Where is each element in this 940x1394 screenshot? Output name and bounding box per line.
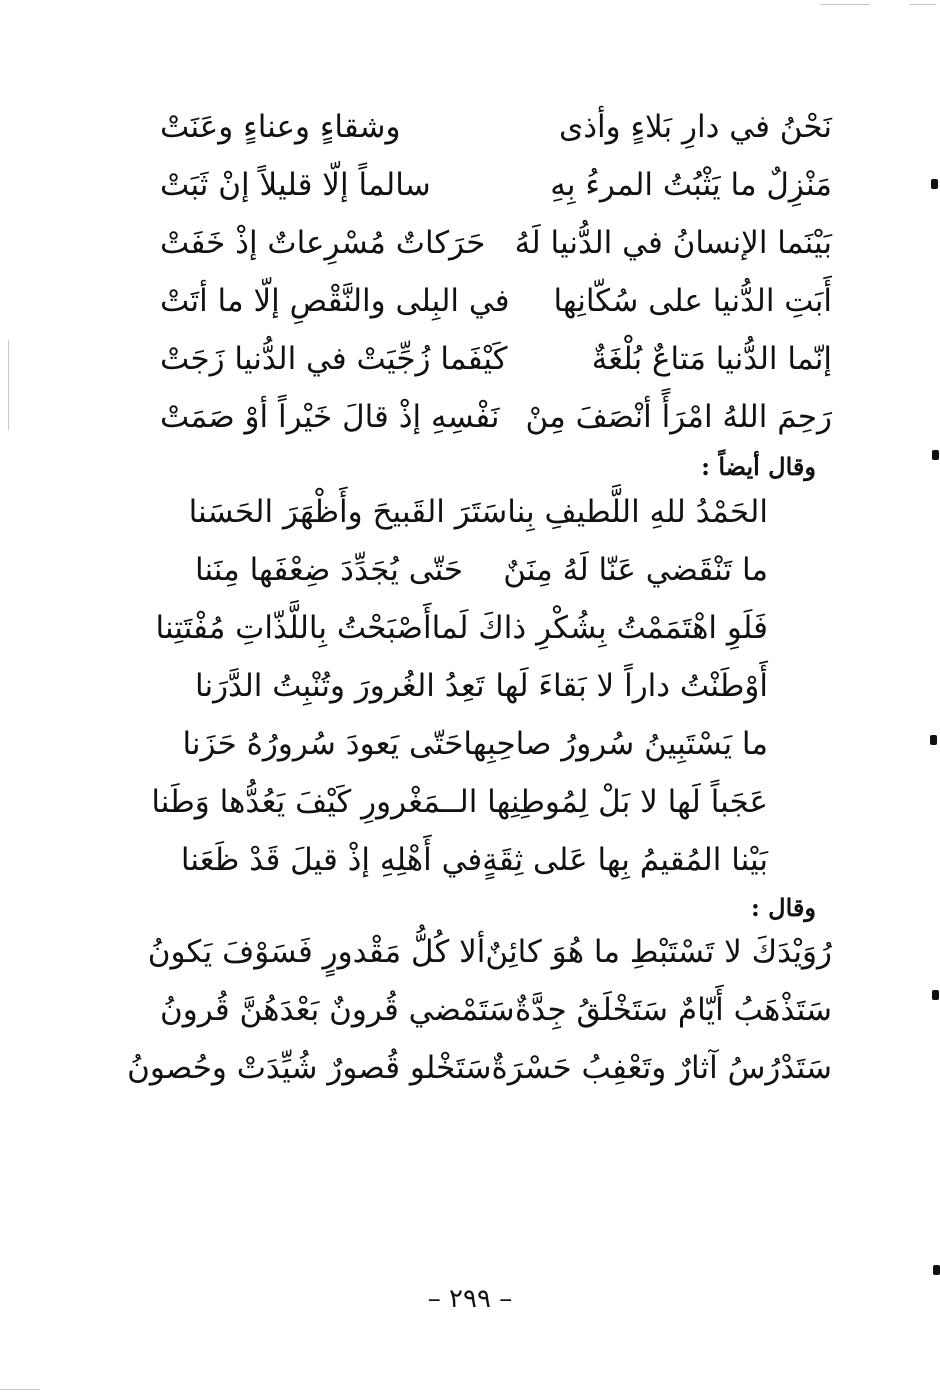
hemistich-right: ما يَسْتَبِينُ سُرورُ صاحِبِها xyxy=(463,726,768,762)
hemistich-right: بَيْنا المُقيمُ بِها عَلى ثِقَةٍ xyxy=(482,842,768,878)
hemistich-left: حَرَكاتٌ مُسْرِعاتٌ إذْ خَفَتْ xyxy=(160,225,486,261)
hemistich-left: ألا كُلُّ مَقْدورٍ فَسَوْفَ يَكونُ xyxy=(147,934,486,970)
hemistich-left: سَتَرَ القَبيحَ وأَظْهَرَ الحَسَنا xyxy=(188,494,508,530)
hemistich-right: رُوَيْدَكَ لا تَسْتَبْطِ ما هُوَ كائِنٌ xyxy=(485,934,832,970)
scan-mark-bottom xyxy=(0,1389,40,1390)
hemistich-left: ـمَغْرورِ كَيْفَ يَعُدُّها وَطَنا xyxy=(151,784,451,820)
verse-line xyxy=(151,784,768,845)
margin-dot-4 xyxy=(932,990,939,1000)
verse-line xyxy=(160,167,832,228)
hemistich-left: سَتَمْضي قُرونٌ بَعْدَهُنَّ قُرونُ xyxy=(160,992,515,1028)
verse-line xyxy=(195,552,768,613)
hemistich-right: أَوْطَنْتُ داراً لا بَقاءَ لَها xyxy=(495,668,768,704)
poem-third xyxy=(127,934,832,1111)
verse-line xyxy=(160,992,832,1053)
hemistich-right: نَحْنُ في دارِ بَلاءٍ وأذى xyxy=(558,109,832,145)
verse-line xyxy=(182,726,768,787)
hemistich-right: إنّما الدُّنيا مَتاعٌ بُلْغَةٌ xyxy=(591,341,832,377)
page-number: – ٢٩٩ – xyxy=(427,1284,513,1314)
hemistich-left: حَتّى يُجَدِّدَ ضِعْفَها مِنَنا xyxy=(195,552,464,588)
hemistich-left: سَتَخْلو قُصورٌ شُيِّدَتْ وحُصونُ xyxy=(127,1050,492,1086)
margin-dot-3 xyxy=(930,735,937,745)
margin-dot-1 xyxy=(931,179,938,189)
margin-dot-2 xyxy=(932,450,939,460)
verse-line xyxy=(155,610,768,671)
hemistich-right: ما تَنْقَضي عَنّا لَهُ مِنَنٌ xyxy=(503,552,768,588)
verse-line xyxy=(188,494,768,555)
poem-first xyxy=(160,109,832,460)
section-heading-said: وقال : xyxy=(750,893,816,922)
scan-mark-top xyxy=(820,4,870,5)
hemistich-right: الحَمْدُ للهِ اللَّطيفِ بِنا xyxy=(507,494,768,530)
hemistich-right: أَبَتِ الدُّنيا على سُكّانِها xyxy=(553,283,832,319)
scan-mark-top-right xyxy=(910,4,936,5)
scan-mark-left xyxy=(8,340,9,430)
hemistich-right: مَنْزِلٌ ما يَثْبُتُ المرءُ بِهِ xyxy=(550,167,832,203)
verse-line xyxy=(147,934,832,995)
poem-second xyxy=(151,494,768,903)
hemistich-left: في أَهْلِهِ إذْ قيلَ قَدْ ظَعَنا xyxy=(180,842,483,878)
hemistich-left: تَعِدُ الغُرورَ وتُنْبِتُ الدَّرَنا xyxy=(195,668,485,704)
verse-line xyxy=(160,225,832,286)
verse-line xyxy=(180,842,768,903)
verse-line xyxy=(160,283,832,344)
verse-line xyxy=(160,341,832,402)
verse-line xyxy=(127,1050,832,1111)
hemistich-left: وشقاءٍ وعناءٍ وعَنَتْ xyxy=(160,109,401,145)
hemistich-left: كَيْفَما زُجِّيَتْ في الدُّنيا زَجَتْ xyxy=(160,341,508,377)
hemistich-left: نَفْسِهِ إذْ قالَ خَيْراً أوْ صَمَتْ xyxy=(160,399,500,435)
hemistich-left: أَصْبَحْتُ بِاللَّذّاتِ مُفْتَتِنا xyxy=(155,610,432,646)
verse-line xyxy=(160,109,832,170)
hemistich-right: سَتَدْرُسُ آثارٌ وتَعْفِبُ حَسْرَةٌ xyxy=(491,1050,832,1086)
verse-line xyxy=(195,668,768,729)
hemistich-right: فَلَوِ اهْتَمَمْتُ بِشُكْرِ ذاكَ لَما xyxy=(431,610,768,646)
hemistich-right: سَتَذْهَبُ أَيّامٌ سَتَخْلَقُ جِدَّةٌ xyxy=(515,992,832,1028)
hemistich-right: رَحِمَ اللهُ امْرَأً أنْصَفَ مِنْ xyxy=(525,399,832,435)
hemistich-right: عَجَباً لَها لا بَلْ لِمُوطِنِها الـ xyxy=(450,784,768,820)
section-heading-also-said: وقال أيضاً : xyxy=(701,452,816,481)
hemistich-left: في البِلى والنَّقْصِ إلّا ما أتَتْ xyxy=(160,283,510,319)
hemistich-right: بَيْنَما الإنسانُ في الدُّنيا لَهُ xyxy=(514,225,832,261)
hemistich-left: حَتّى يَعودَ سُرورُهُ حَزَنا xyxy=(182,726,464,762)
margin-dot-5 xyxy=(933,1265,940,1275)
hemistich-left: سالماً إلّا قليلاً إنْ ثَبَتْ xyxy=(160,167,431,203)
